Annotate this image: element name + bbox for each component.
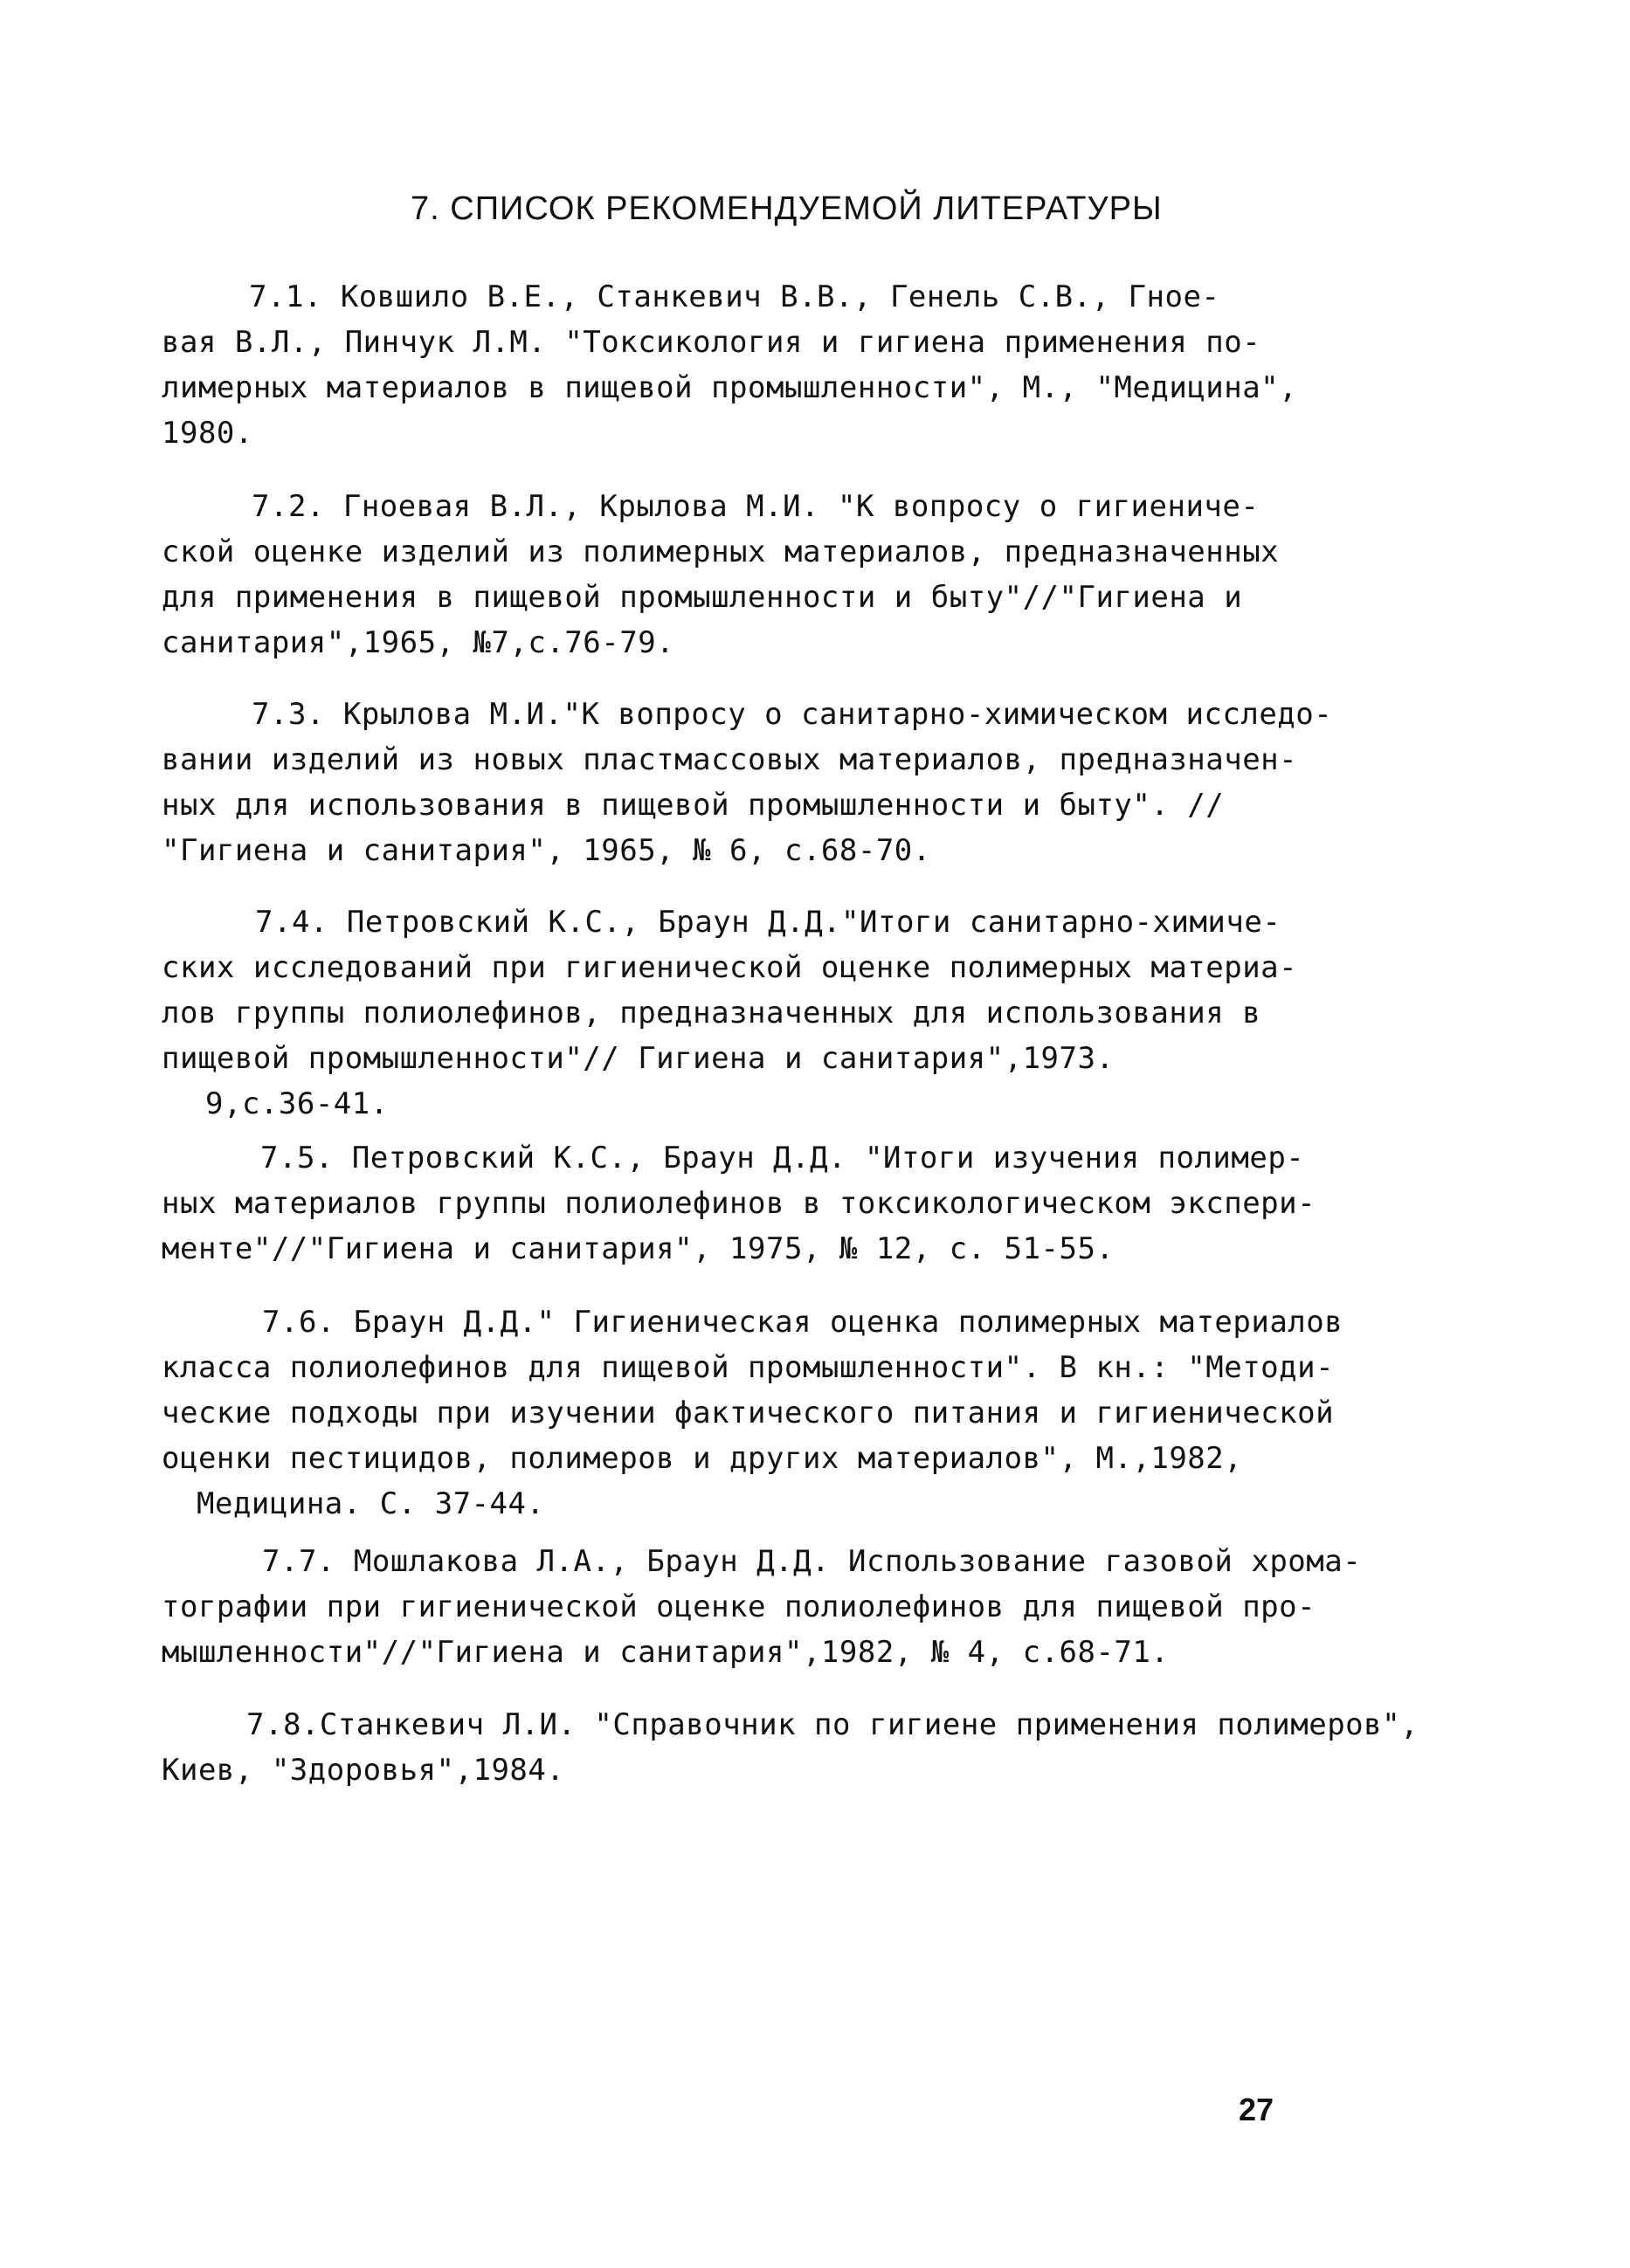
reference-line: ских исследований при гигиенической оценке полимерных материа- xyxy=(162,950,1298,985)
reference-line: мышленности"//"Гигиена и санитария",1982, № 4, с.68-71. xyxy=(162,1635,1170,1670)
reference-line: вая В.Л., Пинчук Л.М. "Токсикология и гигиена применения по- xyxy=(162,325,1261,360)
reference-line: лов группы полиолефинов, предназначенных для использования в xyxy=(162,996,1261,1031)
reference-line: ческие подходы при изучении фактического питания и гигиенической xyxy=(162,1396,1335,1430)
reference-line: 7.3. Крылова М.И."К вопросу о санитарно-химическом исследо- xyxy=(252,697,1333,732)
reference-line: вании изделий из новых пластмассовых материалов, предназначен- xyxy=(162,742,1298,777)
reference-line: класса полиолефинов для пищевой промышленности". В кн.: "Методи- xyxy=(162,1350,1335,1385)
reference-line: 7.1. Ковшило В.Е., Станкевич В.В., Генель С.В., Гное- xyxy=(249,279,1220,314)
reference-line: оценки пестицидов, полимеров и других материалов", М.,1982, xyxy=(162,1441,1243,1476)
page-number: 27 xyxy=(1239,2092,1274,2127)
reference-line: тографии при гигиенической оценке полиолефинов для пищевой про- xyxy=(162,1589,1316,1624)
reference-line: 7.7. Мошлакова Л.А., Браун Д.Д. Использование газовой хрома- xyxy=(262,1544,1362,1579)
reference-line: "Гигиена и санитария", 1965, № 6, с.68-70. xyxy=(162,833,931,868)
reference-line: ных материалов группы полиолефинов в токсикологическом экспери- xyxy=(162,1186,1316,1221)
reference-line: менте"//"Гигиена и санитария", 1975, № 12, с. 51-55. xyxy=(162,1231,1115,1266)
reference-line: 7.6. Браун Д.Д." Гигиеническая оценка полимерных материалов xyxy=(262,1305,1343,1340)
reference-line: Медицина. С. 37-44. xyxy=(197,1486,545,1521)
reference-line: для применения в пищевой промышленности и быту"//"Гигиена и xyxy=(162,580,1243,615)
reference-line: 9,с.36-41. xyxy=(205,1086,389,1121)
reference-line: 1980. xyxy=(162,416,253,451)
reference-line: 7.5. Петровский К.С., Браун Д.Д. "Итоги изучения полимер- xyxy=(260,1141,1305,1175)
reference-line: 7.4. Петровский К.С., Браун Д.Д."Итоги санитарно-химиче- xyxy=(255,905,1281,940)
reference-line: ных для использования в пищевой промышленности и быту". // xyxy=(162,788,1225,823)
reference-line: лимерных материалов в пищевой промышленности", М., "Медицина", xyxy=(162,370,1298,405)
reference-line: санитария",1965, №7,с.76-79. xyxy=(162,625,675,660)
reference-line: ской оценке изделий из полимерных материалов, предназначенных xyxy=(162,534,1280,569)
page-title: 7. СПИСОК РЕКОМЕНДУЕМОЙ ЛИТЕРАТУРЫ xyxy=(411,190,1163,227)
reference-line: 7.8.Станкевич Л.И. "Справочник по гигиене применения полимеров", xyxy=(246,1707,1419,1742)
reference-line: Киев, "Здоровья",1984. xyxy=(162,1753,565,1788)
reference-line: 7.2. Гноевая В.Л., Крылова М.И. "К вопросу о гигиениче- xyxy=(252,489,1260,524)
reference-line: пищевой промышленности"// Гигиена и санитария",1973. xyxy=(162,1041,1115,1076)
